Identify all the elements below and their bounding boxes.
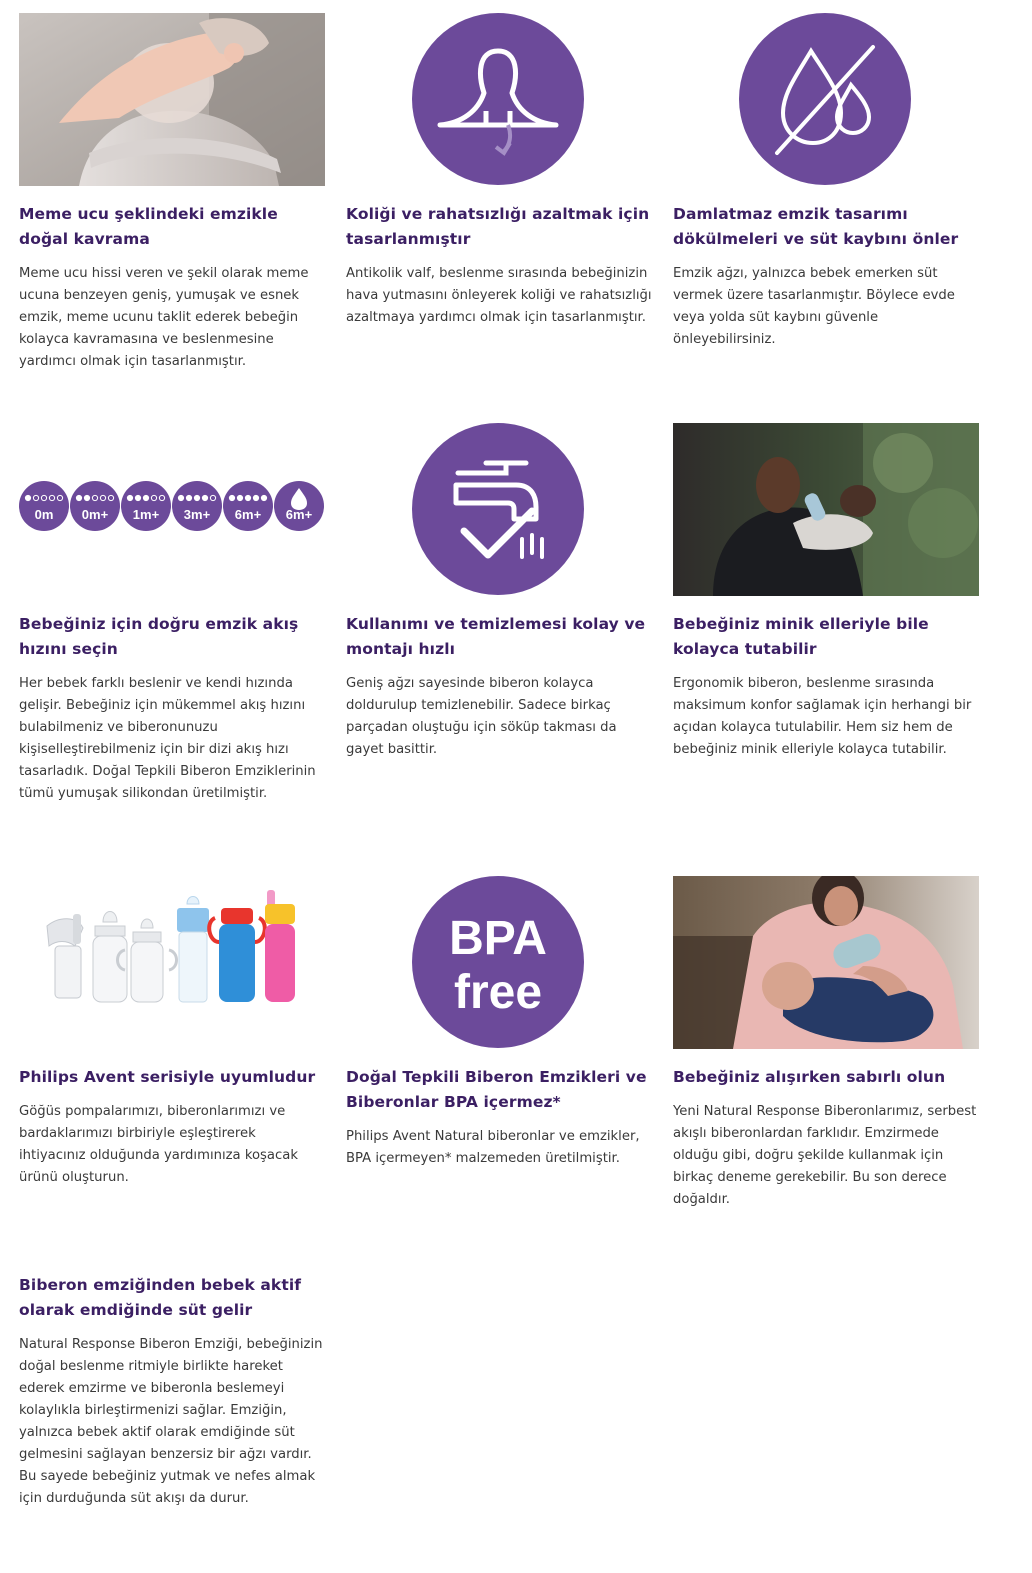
flow-drop-icon [245,495,250,500]
free-label: free [453,966,543,1019]
flow-drop-icon [127,495,132,500]
flow-badge [172,481,222,531]
flow-drop-icon [261,495,266,500]
feature-description: Meme ucu hissi veren ve şekil olarak meme ucuna benzeyen geniş, yumuşak ve esnek emzik, meme ucunu taklit ederek bebeğin kolayca kavramasına ve beslenmesine yardımcı olmak için tasarlanmıştır. [19,266,309,369]
flow-drop-icon [84,495,89,500]
feature-title: Bebeğiniz alışırken sabırlı olun [673,1068,946,1086]
feature-card [19,13,325,423]
flow-rate-badges [19,423,325,596]
flow-badge-label: 6m+ [285,507,313,522]
feature-title: Kullanımı ve temizlemesi kolay ve montajı hızlı [346,615,646,658]
feature-photo-product-range [19,876,325,1049]
teat-valve-icon [346,13,652,186]
flow-badge-label: 0m [34,507,54,522]
feature-description: Ergonomik biberon, beslenme sırasında maksimum konfor sağlamak için herhangi bir açıdan kolayca tutulabilir. Hem siz hem de bebeğiniz minik elleriyle kolayca tutabilir. [673,676,972,757]
feature-card [346,876,652,1273]
feature-title: Meme ucu şeklindeki emzikle doğal kavrama [19,205,278,248]
flow-badge [274,481,324,531]
feature-description: Göğüs pompalarımızı, biberonlarımızı ve bardaklarımızı birbiriyle eşleştirerek ihtiyacınız olduğunda yardımınıza koşacak ürünü oluşturun. [19,1104,298,1185]
feature-title: Damlatmaz emzik tasarımı dökülmeleri ve süt kaybını önler [673,205,959,248]
flow-badge-label: 0m+ [81,507,109,522]
feature-photo-mother-feeding [673,876,979,1049]
feature-description: Philips Avent Natural biberonlar ve emzikler, BPA içermeyen* malzemeden üretilmiştir. [346,1129,640,1166]
flow-badge [70,481,120,531]
flow-drop-icon [76,495,81,500]
flow-badge-circle [19,481,69,531]
flow-badge-label: 3m+ [183,507,211,522]
flow-drop-icon [229,495,234,500]
feature-description: Geniş ağzı sayesinde biberon kolayca doldurulup temizlenebilir. Sadece birkaç parçadan oluştuğu için söküp takması da gayet basittir. [346,676,617,757]
feature-card [346,13,652,423]
feature-card [673,423,979,876]
feature-grid [19,13,1013,1573]
feature-description: Emzik ağzı, yalnızca bebek emerken süt vermek üzere tasarlanmıştır. Böylece evde veya yolda süt kaybını güvenle önleyebilirsiniz. [673,266,955,347]
bpa-free-icon [346,876,652,1049]
feature-description: Natural Response Biberon Emziği, bebeğinizin doğal beslenme ritmiyle birlikte hareket ederek emzirme ve biberonla beslemeyi kolaylıkla birleştirmenizi sağlar. Emziğin, yalnızca bebek aktif olarak emdiğinde süt gelmesini sağlayan benzersiz bir ağzı vardır. Bu sayede bebeğiniz yutmak ve nefes almak için durduğunda süt akışı da durur. [19,1337,323,1506]
flow-badge-circle [223,481,273,531]
feature-description: Yeni Natural Response Biberonlarımız, serbest akışlı biberonlardan farklıdır. Emzirmede olduğu gibi, doğru şekilde kullanmak için birkaç deneme gerekebilir. Bu son derece doğaldır. [673,1104,977,1207]
feature-title: Koliği ve rahatsızlığı azaltmak için tasarlanmıştır [346,205,650,248]
flow-drop-icon [178,495,183,500]
no-drip-icon [673,13,979,186]
flow-drop-icon [143,495,148,500]
flow-drop-icon [135,495,140,500]
feature-card [673,876,979,1273]
feature-card [673,13,979,423]
bpa-label: BPA [449,912,547,965]
feature-title: Philips Avent serisiyle uyumludur [19,1068,316,1086]
flow-badge-label: 1m+ [132,507,160,522]
feature-title: Bebeğiniz minik elleriyle bile kolayca tutabilir [673,615,929,658]
tap-check-icon [346,423,652,596]
feature-card [346,423,652,876]
flow-badge [223,481,273,531]
feature-title: Doğal Tepkili Biberon Emzikleri ve Biberonlar BPA içermez* [346,1068,647,1111]
feature-card [19,1273,325,1573]
flow-rate-badges-svg [19,423,325,596]
flow-drop-icon [186,495,191,500]
feature-card [19,876,325,1273]
flow-badge [19,481,69,531]
flow-badge-circle [172,481,222,531]
flow-badge-circle [121,481,171,531]
feature-description: Her bebek farklı beslenir ve kendi hızında gelişir. Bebeğiniz için mükemmel akış hızını bulabilmeniz ve biberonunuzu kişiselleştirebilmeniz için bir dizi akış hızı tasarladık. Doğal Tepkili Biberon Emziklerinin tümü yumuşak silikondan üretilmiştir. [19,676,316,801]
flow-badge [121,481,171,531]
flow-drop-icon [253,495,258,500]
flow-drop-icon [202,495,207,500]
feature-description: Antikolik valf, beslenme sırasında bebeğinizin hava yutmasını önleyerek koliği ve rahatsızlığı azaltmaya yardımcı olmak için tasarlanmıştır. [346,266,652,325]
flow-badge-label: 6m+ [234,507,262,522]
feature-title: Biberon emziğinden bebek aktif olarak emdiğinde süt gelir [19,1276,302,1319]
feature-photo-hand-bottle [19,13,325,186]
flow-drop-icon [25,495,30,500]
flow-drop-icon [194,495,199,500]
flow-badge-circle [70,481,120,531]
feature-photo-father-feeding [673,423,979,596]
feature-title: Bebeğiniz için doğru emzik akış hızını seçin [19,615,299,658]
flow-drop-icon [237,495,242,500]
feature-card [19,423,325,876]
